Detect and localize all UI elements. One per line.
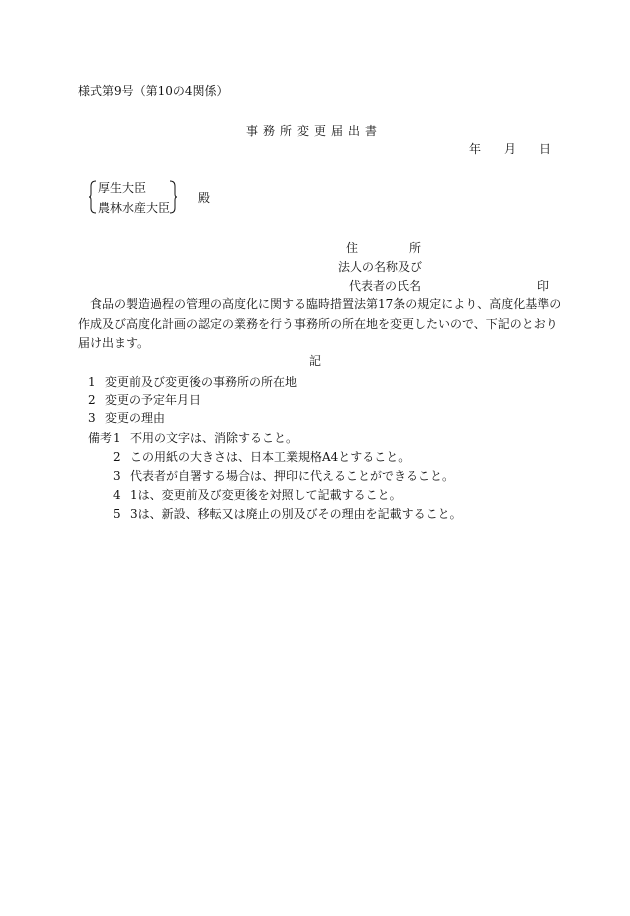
date-year-label: 年 — [469, 142, 482, 156]
note-number: 2 — [113, 450, 121, 464]
date-day-label: 日 — [539, 142, 552, 156]
honorific: 殿 — [198, 191, 211, 205]
note-text: 不用の文字は、消除すること。 — [130, 431, 299, 445]
item-number: 1 — [88, 375, 96, 389]
addressee-2: 農林水産大臣 — [98, 201, 171, 215]
note-number: 4 — [113, 488, 121, 502]
left-brace-bracket — [88, 180, 98, 214]
body-line-2: 作成及び高度化計画の認定の業務を行う事務所の所在地を変更したいので、下記のとおり — [78, 316, 558, 331]
item-number: 2 — [88, 393, 96, 407]
seal-label: 印 — [537, 279, 550, 293]
note-text: 3は、新設、移転又は廃止の別及びその理由を記載すること。 — [130, 507, 462, 521]
form-number: 様式第9号（第10の4関係） — [78, 84, 229, 98]
address-label-part1: 住 — [346, 241, 359, 255]
ki-heading: 記 — [309, 354, 322, 368]
note-text: 代表者が自署する場合は、押印に代えることができること。 — [130, 469, 455, 483]
item-text: 変更前及び変更後の事務所の所在地 — [105, 375, 298, 389]
note-number: 1 — [113, 431, 121, 445]
document-title: 事務所変更届出書 — [246, 124, 383, 138]
note-text: この用紙の大きさは、日本工業規格A4とすること。 — [130, 450, 411, 464]
note-number: 3 — [113, 469, 121, 483]
corporation-name-label: 法人の名称及び — [338, 260, 423, 274]
notes-label: 備考 — [88, 431, 113, 445]
right-brace-bracket — [168, 180, 178, 214]
body-line-1: 食品の製造過程の管理の高度化に関する臨時措置法第17条の規定により、高度化基準の — [90, 297, 562, 311]
item-text: 変更の理由 — [105, 411, 166, 425]
representative-name-label: 代表者の氏名 — [349, 279, 422, 293]
date-month-label: 月 — [504, 142, 517, 156]
body-paragraph — [78, 295, 562, 354]
item-number: 3 — [88, 411, 96, 425]
item-text: 変更の予定年月日 — [105, 393, 202, 407]
address-label-part2: 所 — [409, 241, 422, 255]
body-line-3: 届け出ます。 — [78, 336, 150, 350]
note-number: 5 — [113, 507, 121, 521]
note-text: 1は、変更前及び変更後を対照して記載すること。 — [130, 488, 402, 502]
addressee-1: 厚生大臣 — [98, 181, 147, 195]
